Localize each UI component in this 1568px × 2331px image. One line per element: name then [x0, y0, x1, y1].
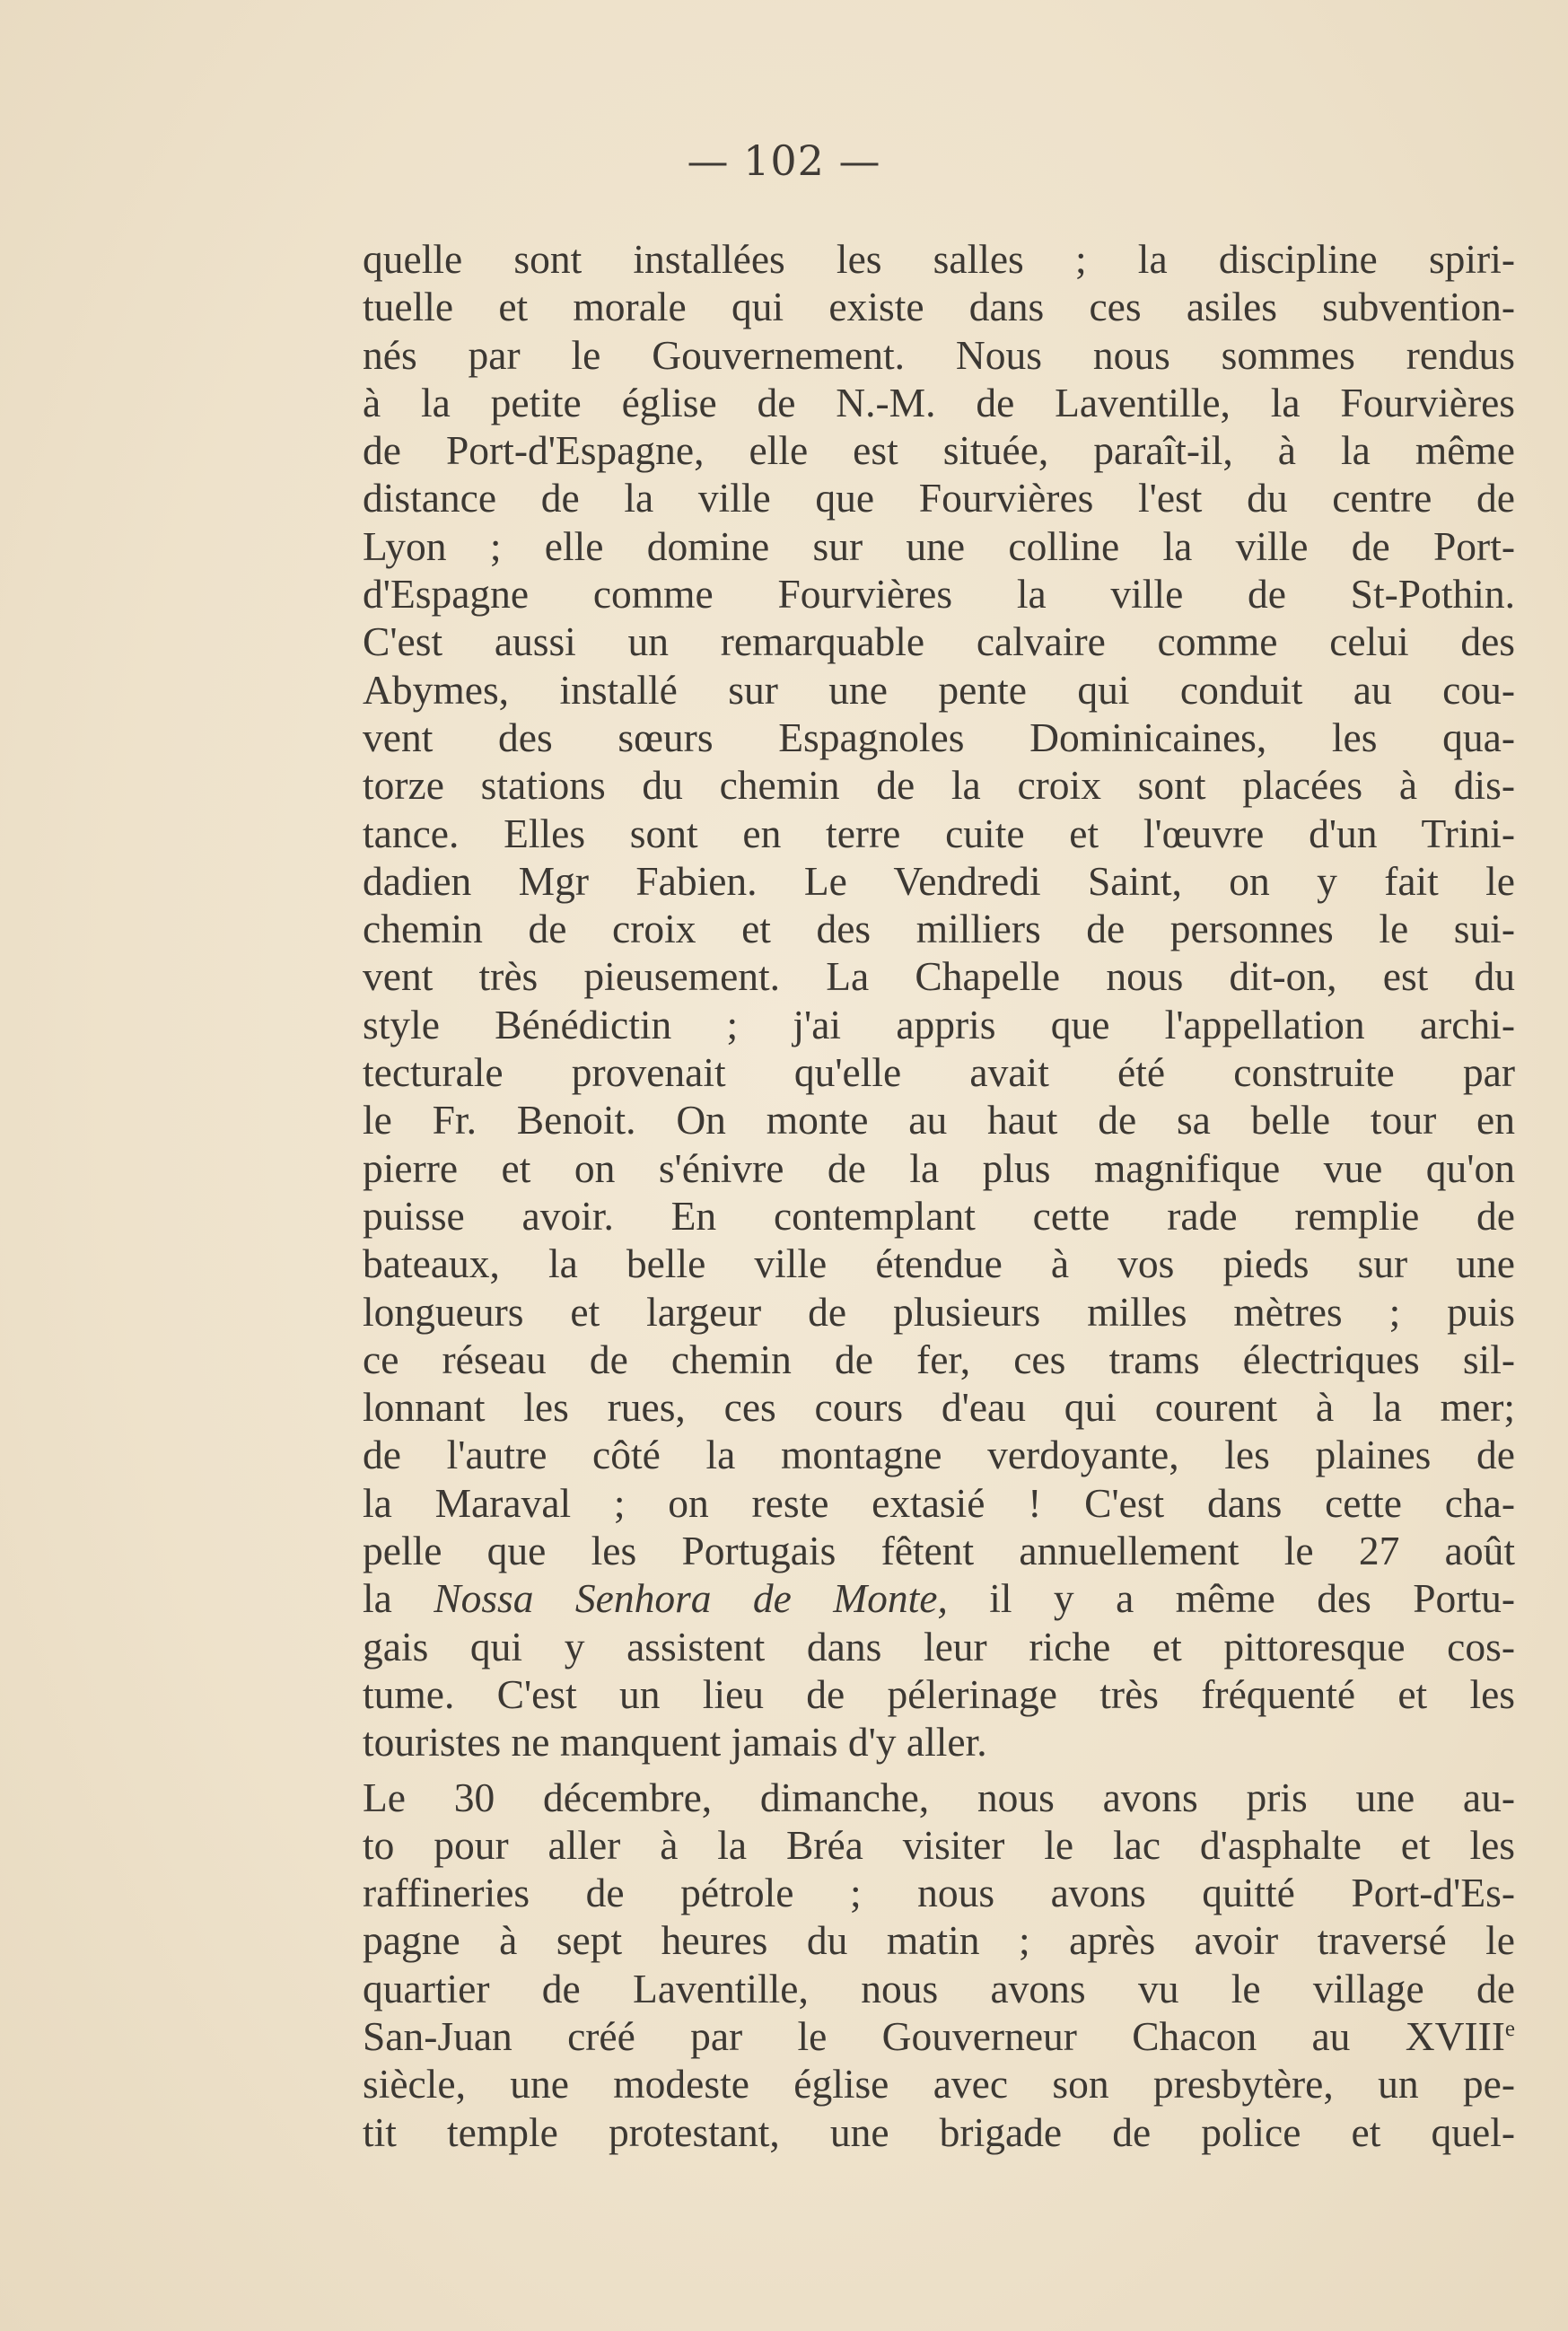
text-line: nés par le Gouvernement. Nous nous sommes rendus — [363, 331, 1515, 378]
text-line: pelle que les Portugais fêtent annuellement le 27 août — [363, 1528, 1515, 1574]
text-line: le Fr. Benoit. On monte au haut de sa belle tour en — [363, 1097, 1515, 1144]
text-line-with-italic — [363, 1574, 1515, 1622]
body-text — [363, 235, 1515, 2156]
text-line: tance. Elles sont en terre cuite et l'œuvre d'un Trini- — [363, 810, 1515, 856]
text-line: to pour aller à la Bréa visiter le lac d'asphalte et les — [363, 1821, 1515, 1868]
superscript: e — [1504, 2016, 1515, 2041]
text-line: longueurs et largeur de plusieurs milles mètres ; puis — [363, 1288, 1515, 1335]
italic-title: Nossa Senhora de Monte, — [434, 1575, 948, 1622]
text-line: vent très pieusement. La Chapelle nous dit-on, est du — [363, 953, 1515, 1000]
text-line: à la petite église de N.-M. de Laventille, la Fourvières — [363, 379, 1515, 425]
paragraph-gap — [363, 1766, 1515, 1774]
text-line: gais qui y assistent dans leur riche et pittoresque cos- — [363, 1623, 1515, 1669]
text-line: quelle sont installées les salles ; la discipline spiri- — [363, 236, 1515, 282]
text-line: Abymes, installé sur une pente qui conduit au cou- — [363, 666, 1515, 713]
text-segment: il y a même des Portu- — [947, 1575, 1515, 1622]
text-line: bateaux, la belle ville étendue à vos pieds sur une — [363, 1240, 1515, 1287]
text-line-with-superscript — [363, 2012, 1515, 2060]
text-line: dadien Mgr Fabien. Le Vendredi Saint, on y fait le — [363, 857, 1515, 904]
text-line: siècle, une modeste église avec son presbytère, un pe- — [363, 2061, 1515, 2108]
text-line: tuelle et morale qui existe dans ces asiles subvention- — [363, 284, 1515, 330]
text-line: puisse avoir. En contemplant cette rade remplie de — [363, 1192, 1515, 1239]
text-line: lonnant les rues, ces cours d'eau qui courent à la mer; — [363, 1384, 1515, 1431]
text-line: vent des sœurs Espagnoles Dominicaines, les qua- — [363, 714, 1515, 760]
text-segment: San-Juan créé par le Gouverneur Chacon au XVIII — [363, 2012, 1505, 2059]
text-line: tit temple protestant, une brigade de police et quel- — [363, 2108, 1515, 2155]
text-line-paragraph-end: touristes ne manquent jamais d'y aller. — [363, 1719, 987, 1766]
text-line-paragraph-start: Le 30 décembre, dimanche, nous avons pris une au- — [363, 1774, 1515, 1820]
text-line: de l'autre côté la montagne verdoyante, les plaines de — [363, 1432, 1515, 1478]
text-line: pagne à sept heures du matin ; après avoir traversé le — [363, 1917, 1515, 1964]
text-line: tecturale provenait qu'elle avait été construite par — [363, 1049, 1515, 1096]
text-line: torze stations du chemin de la croix sont placées à dis- — [363, 762, 1515, 809]
text-line: Lyon ; elle domine sur une colline la ville de Port- — [363, 522, 1515, 569]
text-line: chemin de croix et des milliers de personnes le sui- — [363, 906, 1515, 952]
text-line: raffineries de pétrole ; nous avons quitté Port-d'Es- — [363, 1870, 1515, 1916]
text-line: distance de la ville que Fourvières l'est du centre de — [363, 475, 1515, 521]
text-line: de Port-d'Espagne, elle est située, paraît-il, à la même — [363, 427, 1515, 474]
text-line: tume. C'est un lieu de pélerinage très fréquenté et les — [363, 1670, 1515, 1717]
text-line: quartier de Laventille, nous avons vu le village de — [363, 1965, 1515, 2011]
text-line: C'est aussi un remarquable calvaire comme celui des — [363, 618, 1515, 665]
text-segment: la — [363, 1575, 434, 1622]
text-line: pierre et on s'énivre de la plus magnifique vue qu'on — [363, 1144, 1515, 1191]
text-line: ce réseau de chemin de fer, ces trams électriques sil- — [363, 1336, 1515, 1382]
text-line: la Maraval ; on reste extasié ! C'est dans cette cha- — [363, 1479, 1515, 1526]
text-line: style Bénédictin ; j'ai appris que l'appellation archi- — [363, 1001, 1515, 1047]
text-line: d'Espagne comme Fourvières la ville de St-Pothin. — [363, 571, 1515, 618]
page-number: — 102 — — [687, 136, 881, 185]
